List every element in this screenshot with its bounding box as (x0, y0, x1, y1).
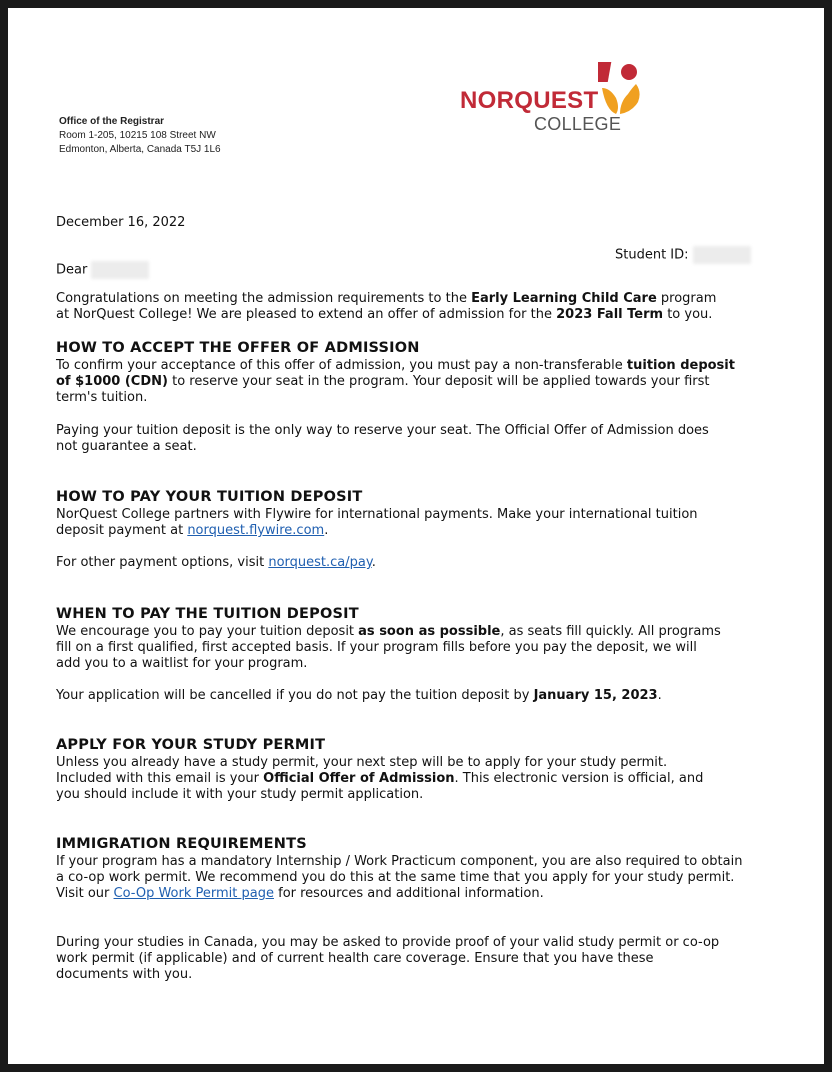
immigration-line-1: If your program has a mandatory Internship / Work Practicum component, you are also required to obtain (56, 854, 743, 869)
pay-options-link[interactable]: norquest.ca/pay (268, 555, 372, 570)
permit-line-2: Included with this email is your Official Offer of Admission. This electronic version is official, and (56, 771, 704, 786)
closing-line-1: During your studies in Canada, you may be asked to provide proof of your valid study permit or co-op (56, 935, 720, 950)
when-line-1: We encourage you to pay your tuition deposit as soon as possible, as seats fill quickly. All programs (56, 624, 721, 639)
pay-line-1: NorQuest College partners with Flywire for international payments. Make your international tuition (56, 507, 698, 522)
accept-heading: HOW TO ACCEPT THE OFFER OF ADMISSION (56, 340, 420, 356)
immigration-line-2: a co-op work permit. We recommend you do this at the same time that you apply for your study permit. (56, 870, 735, 885)
student-id (615, 246, 751, 264)
closing-line-2: work permit (if applicable) and of current health care coverage. Ensure that you have these (56, 951, 654, 966)
accept-note-line-2: not guarantee a seat. (56, 439, 197, 454)
immigration-heading: IMMIGRATION REQUIREMENTS (56, 836, 307, 852)
letter-page (8, 8, 824, 1064)
accept-note-line-1: Paying your tuition deposit is the only way to reserve your seat. The Official Offer of Admission does (56, 423, 709, 438)
intro-line-2: at NorQuest College! We are pleased to extend an offer of admission for the 2023 Fall Term to you. (56, 307, 713, 322)
recipient-name-redacted (91, 261, 149, 279)
student-id-redacted (693, 246, 751, 264)
pay-line-2: deposit payment at norquest.flywire.com. (56, 523, 329, 538)
when-deadline: Your application will be cancelled if you do not pay the tuition deposit by January 15, 2023. (56, 688, 662, 703)
student-id-label: Student ID: (615, 247, 689, 263)
letter-date: December 16, 2022 (56, 215, 186, 230)
when-line-3: add you to a waitlist for your program. (56, 656, 308, 671)
accept-line-3: term's tuition. (56, 390, 148, 405)
registrar-address-line1: Room 1-205, 10215 108 Street NW (59, 130, 216, 141)
accept-line-2: of $1000 (CDN) to reserve your seat in the program. Your deposit will be applied towards your first (56, 374, 710, 389)
permit-heading: APPLY FOR YOUR STUDY PERMIT (56, 737, 326, 753)
registrar-address (59, 115, 221, 157)
closing-line-3: documents with you. (56, 967, 193, 982)
pay-line-3: For other payment options, visit norquest.ca/pay. (56, 555, 376, 570)
logo-mark-icon (598, 58, 658, 118)
when-line-2: fill on a first qualified, first accepted basis. If your program fills before you pay the deposit, we will (56, 640, 697, 655)
permit-line-3: you should include it with your study permit application. (56, 787, 424, 802)
logo-sub: COLLEGE (534, 114, 622, 134)
logo-name: NORQUEST (460, 87, 599, 114)
accept-line-1: To confirm your acceptance of this offer of admission, you must pay a non-transferable tuition deposit (56, 358, 735, 373)
when-heading: WHEN TO PAY THE TUITION DEPOSIT (56, 606, 359, 622)
immigration-line-3: Visit our Co-Op Work Permit page for resources and additional information. (56, 886, 544, 901)
dear-label: Dear (56, 262, 88, 278)
salutation (56, 261, 149, 279)
pay-heading: HOW TO PAY YOUR TUITION DEPOSIT (56, 489, 363, 505)
registrar-address-line2: Edmonton, Alberta, Canada T5J 1L6 (59, 144, 221, 155)
coop-work-permit-link[interactable]: Co-Op Work Permit page (113, 886, 274, 901)
intro-line-1: Congratulations on meeting the admission requirements to the Early Learning Child Care program (56, 291, 717, 306)
permit-line-1: Unless you already have a study permit, your next step will be to apply for your study permit. (56, 755, 668, 770)
registrar-office: Office of the Registrar (59, 116, 165, 127)
flywire-link[interactable]: norquest.flywire.com (187, 523, 325, 538)
norquest-logo (458, 56, 658, 136)
